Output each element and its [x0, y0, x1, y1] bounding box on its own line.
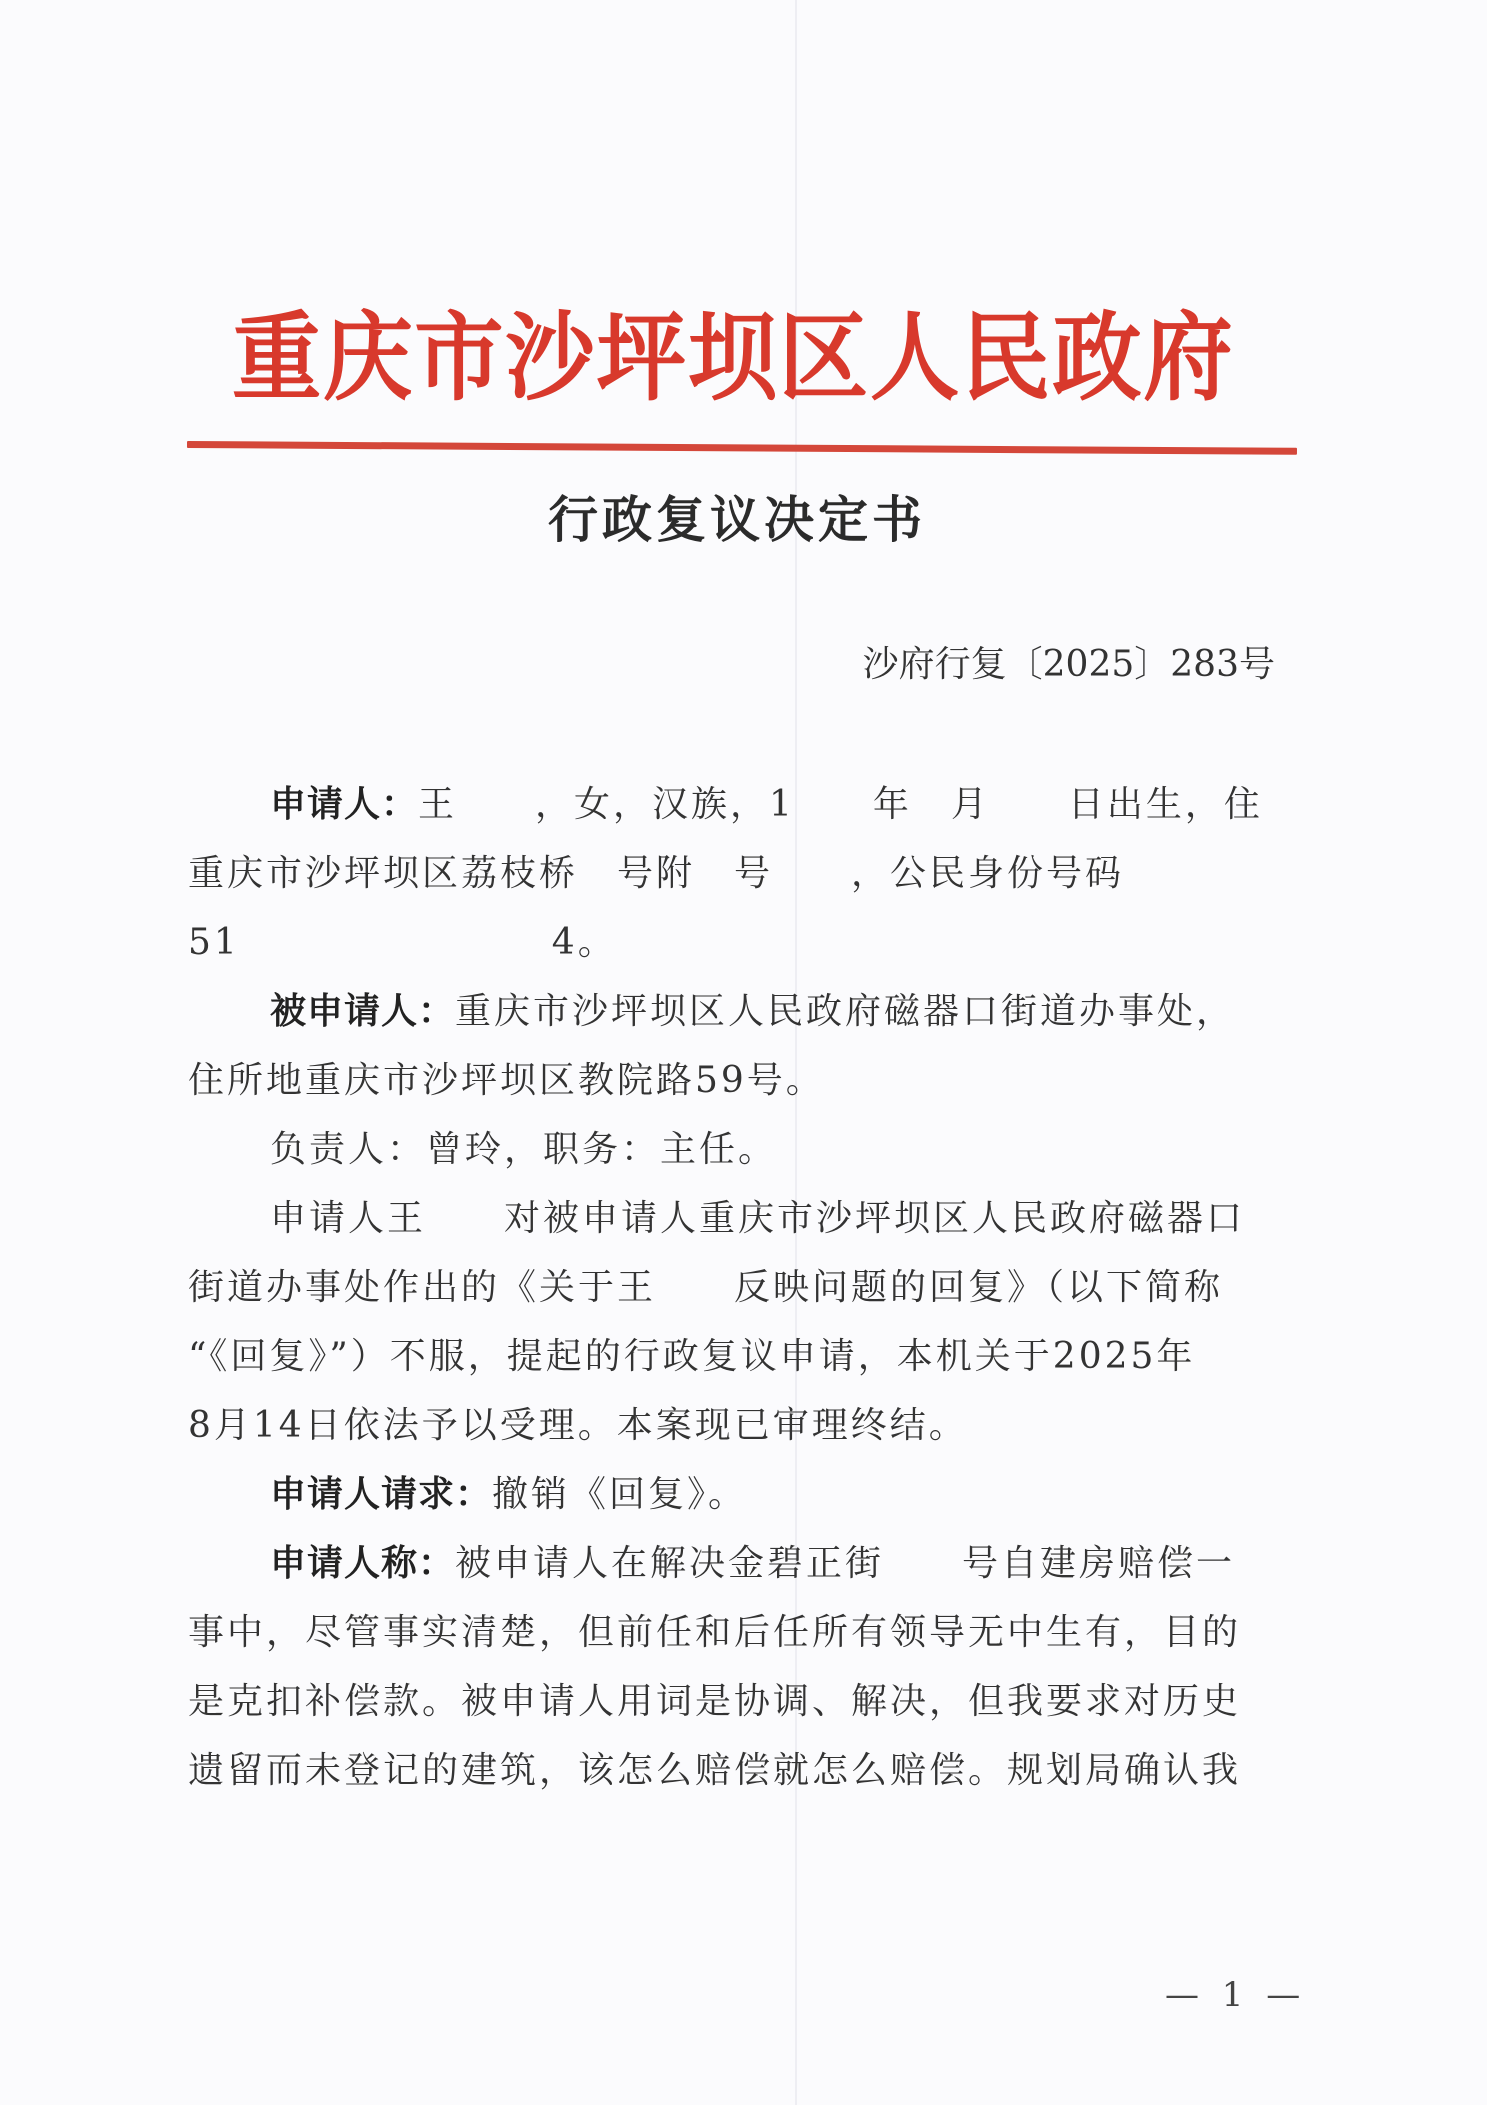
respondent-line-1: [188, 977, 1298, 1046]
applicant-line-3: 51 4。: [188, 922, 617, 963]
responsible-person-line: 负责人：曾玲，职务：主任。: [270, 1129, 778, 1170]
request-label: 申请人请求：: [270, 1474, 493, 1515]
respondent-text-1: 重庆市沙坪坝区人民政府磁器口街道办事处，: [455, 991, 1236, 1032]
document-number: 沙府行复〔2025〕283号: [862, 644, 1275, 685]
document-body: [188, 770, 1298, 1805]
applicant-paragraph: [188, 770, 1298, 977]
case-intro-line-1: 申请人王 对被申请人重庆市沙坪坝区人民政府磁器口: [270, 1198, 1246, 1239]
red-header-rule: [187, 441, 1297, 455]
case-intro-line-2: 街道办事处作出的《关于王 反映问题的回复》（以下简称: [188, 1267, 1224, 1308]
case-intro-paragraph: [188, 1184, 1298, 1460]
page-number: — 1 —: [1165, 1975, 1307, 2015]
claim-text-1: 被申请人在解决金碧正街 号自建房赔偿一: [455, 1543, 1236, 1584]
document-title: 行政复议决定书: [548, 490, 926, 549]
issuing-authority-title: 重庆市沙坪坝区人民政府: [232, 301, 1235, 414]
respondent-label: 被申请人：: [270, 991, 456, 1032]
claim-paragraph: [188, 1529, 1298, 1805]
applicant-text-1: 王 ，女，汉族，1 年 月 日出生，住: [418, 784, 1263, 825]
claim-line-2: 事中，尽管事实清楚，但前任和后任所有领导无中生有，目的: [188, 1612, 1242, 1653]
case-intro-line-4: 8月14日依法予以受理。本案现已审理终结。: [188, 1405, 968, 1446]
claim-line-4: 遗留而未登记的建筑，该怎么赔偿就怎么赔偿。规划局确认我: [188, 1750, 1242, 1791]
applicant-label: 申请人：: [270, 784, 419, 825]
request-paragraph: [188, 1460, 1298, 1529]
claim-line-1: [188, 1529, 1298, 1598]
claim-label: 申请人称：: [270, 1543, 456, 1584]
request-line: [188, 1460, 1298, 1529]
claim-line-3: 是克扣补偿款。被申请人用词是协调、解决，但我要求对历史: [188, 1681, 1242, 1722]
applicant-line-2: 重庆市沙坪坝区荔枝桥 号附 号 ，公民身份号码: [188, 853, 1125, 894]
applicant-line-1: [188, 770, 1298, 839]
request-text: 撤销《回复》。: [492, 1474, 748, 1515]
respondent-line-2: 住所地重庆市沙坪坝区教院路59号。: [188, 1060, 825, 1101]
case-intro-line-3: “《回复》”）不服，提起的行政复议申请，本机关于2025年: [188, 1336, 1196, 1377]
respondent-paragraph: [188, 977, 1298, 1115]
responsible-person-paragraph: [188, 1115, 1298, 1184]
